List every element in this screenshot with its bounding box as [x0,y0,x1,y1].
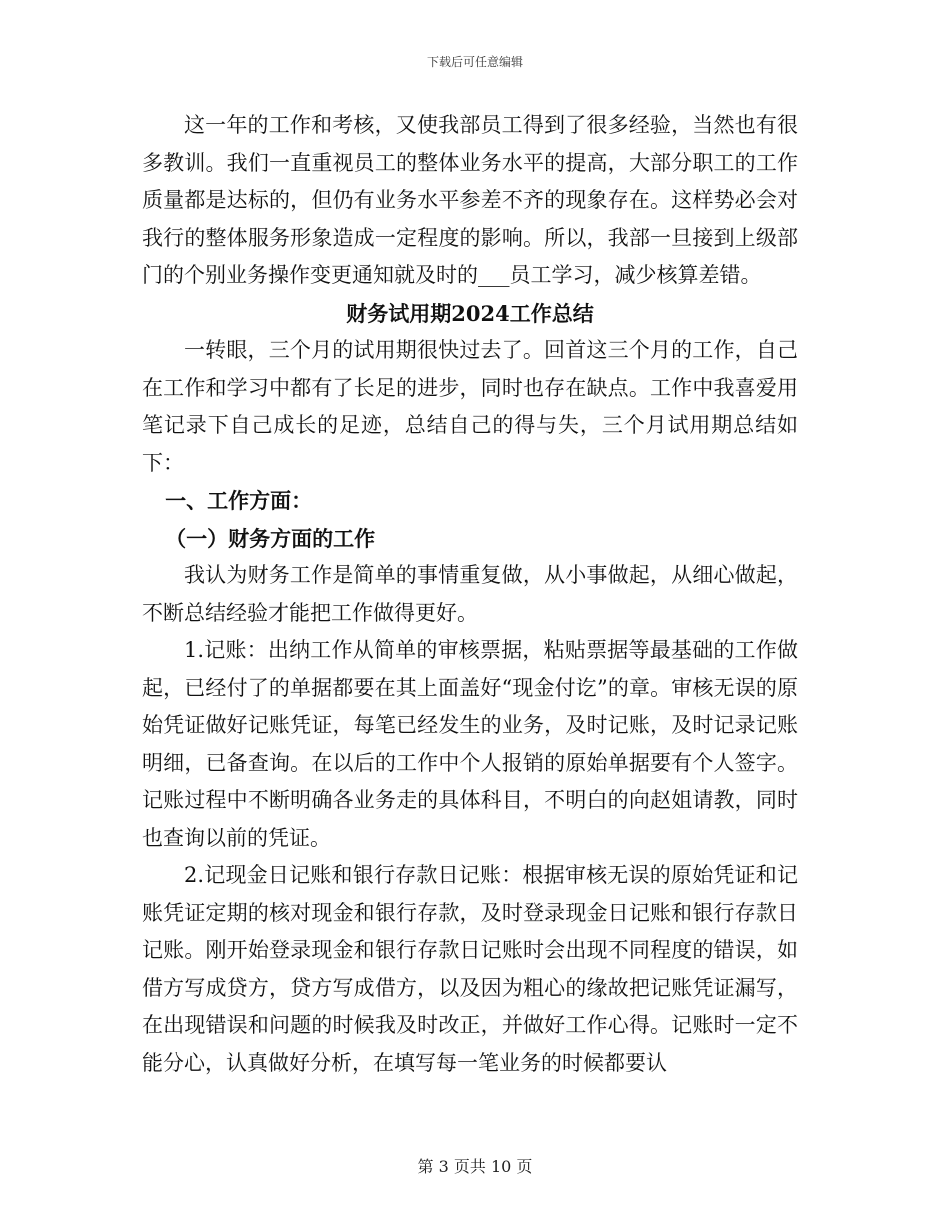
paragraph: 一转眼，三个月的试用期很快过去了。回首这三个月的工作，自己在工作和学习中都有了长足的进步，同时也存在缺点。工作中我喜爱用笔记录下自己成长的足迹，总结自己的得与失，三个月试用期总结如下： [142,338,798,475]
paragraph: 2.记现金日记账和银行存款日记账：根据审核无误的原始凭证和记账凭证定期的核对现金和银行存款，及时登录现金日记账和银行存款日记账。刚开始登录现金和银行存款日记账时会出现不同程度的错误，如借方写成贷方，贷方写成借方，以及因为粗心的缘故把记账凭证漏写，在出现错误和问题的时候我及时改正，并做好工作心得。记账时一定不能分心，认真做好分析，在填写每一笔业务的时候都要认 [142,863,798,1075]
page-header-note: 下载后可任意编辑 [426,55,523,69]
document-title: 财务试用期2024工作总结 [346,300,594,326]
document-body [142,107,798,1082]
page-footer: 第 3 页共 10 页 [417,1157,533,1176]
paragraph: 我认为财务工作是简单的事情重复做，从小事做起，从细心做起，不断总结经验才能把工作做得更好。 [142,563,798,625]
paragraph: 这一年的工作和考核，又使我部员工得到了很多经验，当然也有很多教训。我们一直重视员工的整体业务水平的提高，大部分职工的工作质量都是达标的，但仍有业务水平参差不齐的现象存在。这样势必会对我行的整体服务形象造成一定程度的影响。所以，我部一旦接到上级部门的个别业务操作变更通知就及时的___员工学习，减少核算差错。 [142,113,798,287]
paragraph: 1.记账：出纳工作从简单的审核票据，粘贴票据等最基础的工作做起，已经付了的单据都要在其上面盖好“现金付讫”的章。审核无误的原始凭证做好记账凭证，每笔已经发生的业务，及时记账，及时记录记账明细，已备查询。在以后的工作中个人报销的原始单据要有个人签字。记账过程中不断明确各业务走的具体科目，不明白的向赵姐请教，同时也查询以前的凭证。 [142,638,798,850]
section-heading: 一、工作方面： [165,488,313,513]
subsection-heading: （一）财务方面的工作 [165,525,376,551]
